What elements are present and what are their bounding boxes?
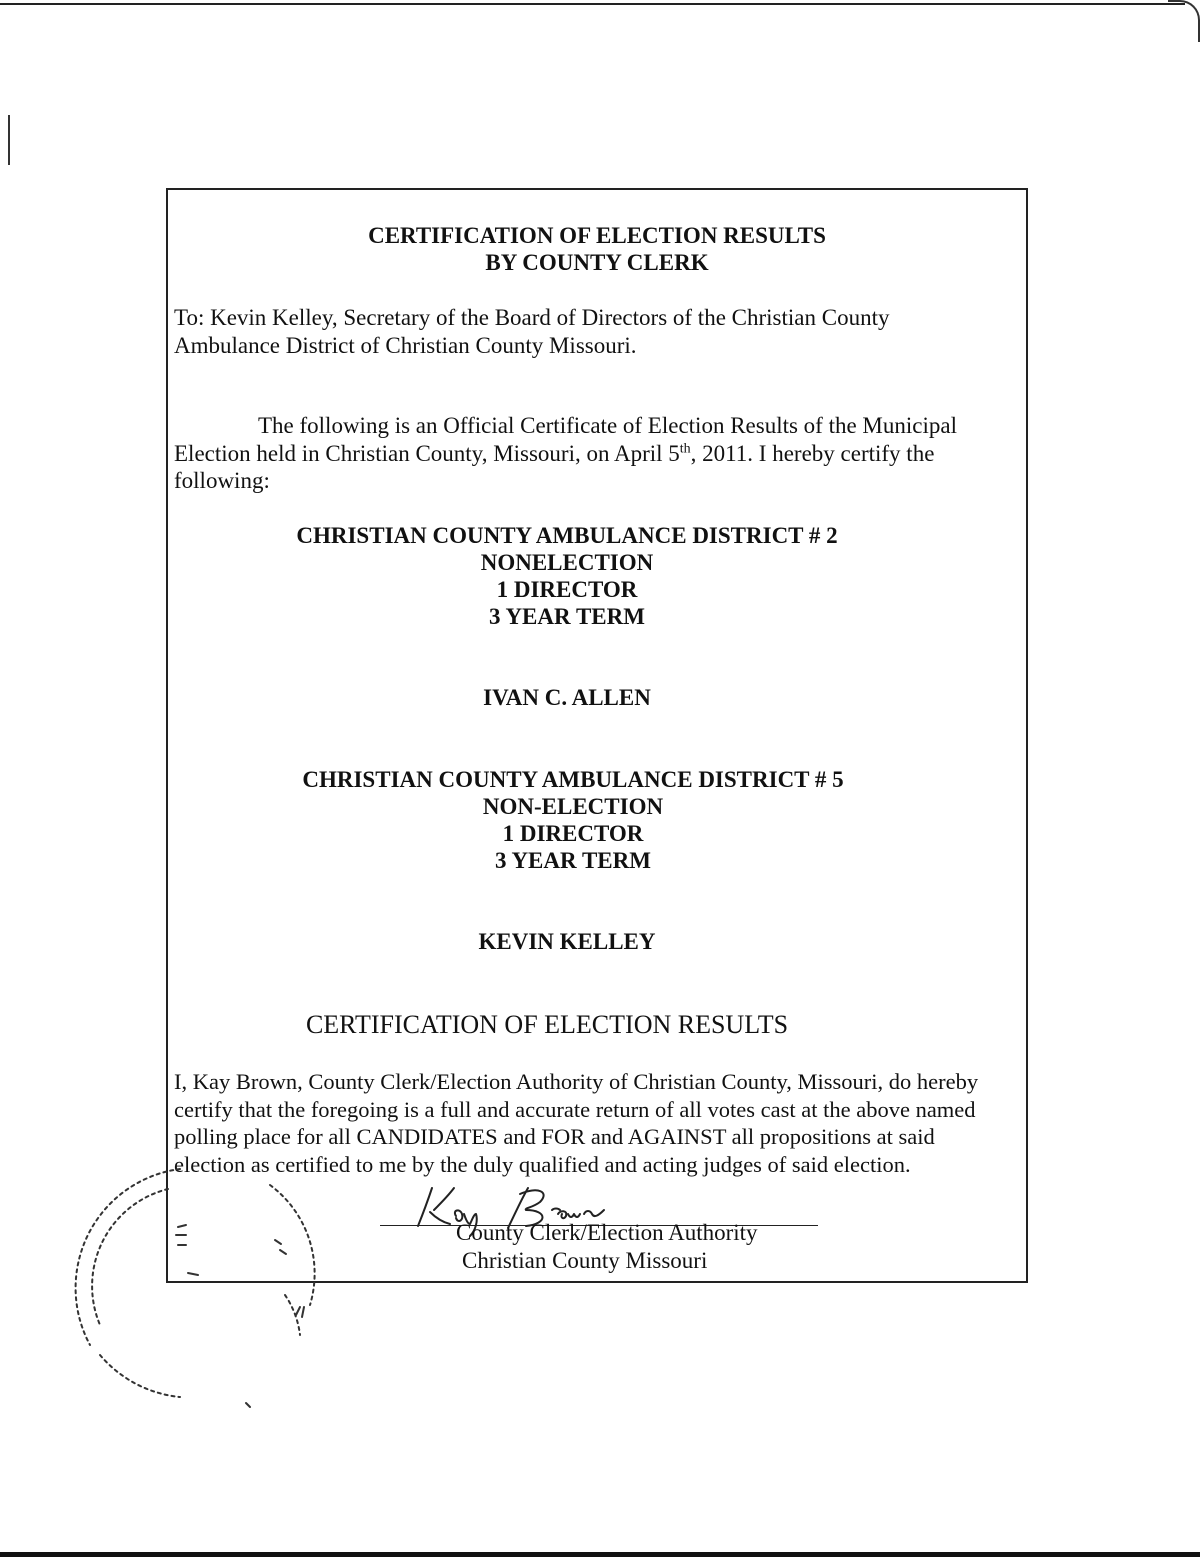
county-seal-emboss <box>60 1155 340 1415</box>
district-status: NON-ELECTION <box>482 794 664 819</box>
scan-edge-bottom <box>0 1552 1200 1557</box>
district-term: 3 YEAR TERM <box>495 848 651 873</box>
district-name: CHRISTIAN COUNTY AMBULANCE DISTRICT # 2 <box>296 523 838 548</box>
scan-edge-top <box>0 3 1185 5</box>
district-2-block <box>138 522 996 630</box>
addressee-paragraph: To: Kevin Kelley, Secretary of the Board of Directors of the Christian County Ambulance District of Christian County Missouri. <box>174 305 890 358</box>
district-5-candidate: KEVIN KELLEY <box>478 929 656 954</box>
certification-paragraph: I, Kay Brown, County Clerk/Election Authority of Christian County, Missouri, do hereby certify that the foregoing is a full and accurate return of all votes cast at the above named polling place for all CANDIDATES and FOR and AGAINST all propositions at said election as certified to me by the duly qualified and acting judges of said election. <box>174 1069 979 1177</box>
district-status: NONELECTION <box>480 550 654 575</box>
certificate-heading <box>168 222 1026 276</box>
certificate-title: CERTIFICATION OF ELECTION RESULTS <box>368 223 826 248</box>
signer-title: County Clerk/Election Authority <box>456 1220 758 1245</box>
signer-jurisdiction: Christian County Missouri <box>462 1248 708 1273</box>
scan-edge-mark <box>8 115 10 165</box>
certification-title: CERTIFICATION OF ELECTION RESULTS <box>305 1010 789 1039</box>
certificate-subtitle: BY COUNTY CLERK <box>485 250 709 275</box>
district-name: CHRISTIAN COUNTY AMBULANCE DISTRICT # 5 <box>302 767 844 792</box>
district-term: 3 YEAR TERM <box>489 604 645 629</box>
intro-paragraph: The following is an Official Certificate of Election Results of the Municipal Election held in Christian County, Missouri, on April 5th, 2011. I hereby certify the following: <box>174 413 957 493</box>
district-seats: 1 DIRECTOR <box>502 821 644 846</box>
certificate-frame <box>166 188 1028 1283</box>
district-5-block <box>144 766 1002 874</box>
district-2-candidate: IVAN C. ALLEN <box>483 685 651 710</box>
district-seats: 1 DIRECTOR <box>496 577 638 602</box>
intro-date-line: Election held in Christian County, Missouri, on April 5th, 2011. I hereby certify the <box>174 440 935 466</box>
scan-corner-curl <box>1168 0 1200 42</box>
